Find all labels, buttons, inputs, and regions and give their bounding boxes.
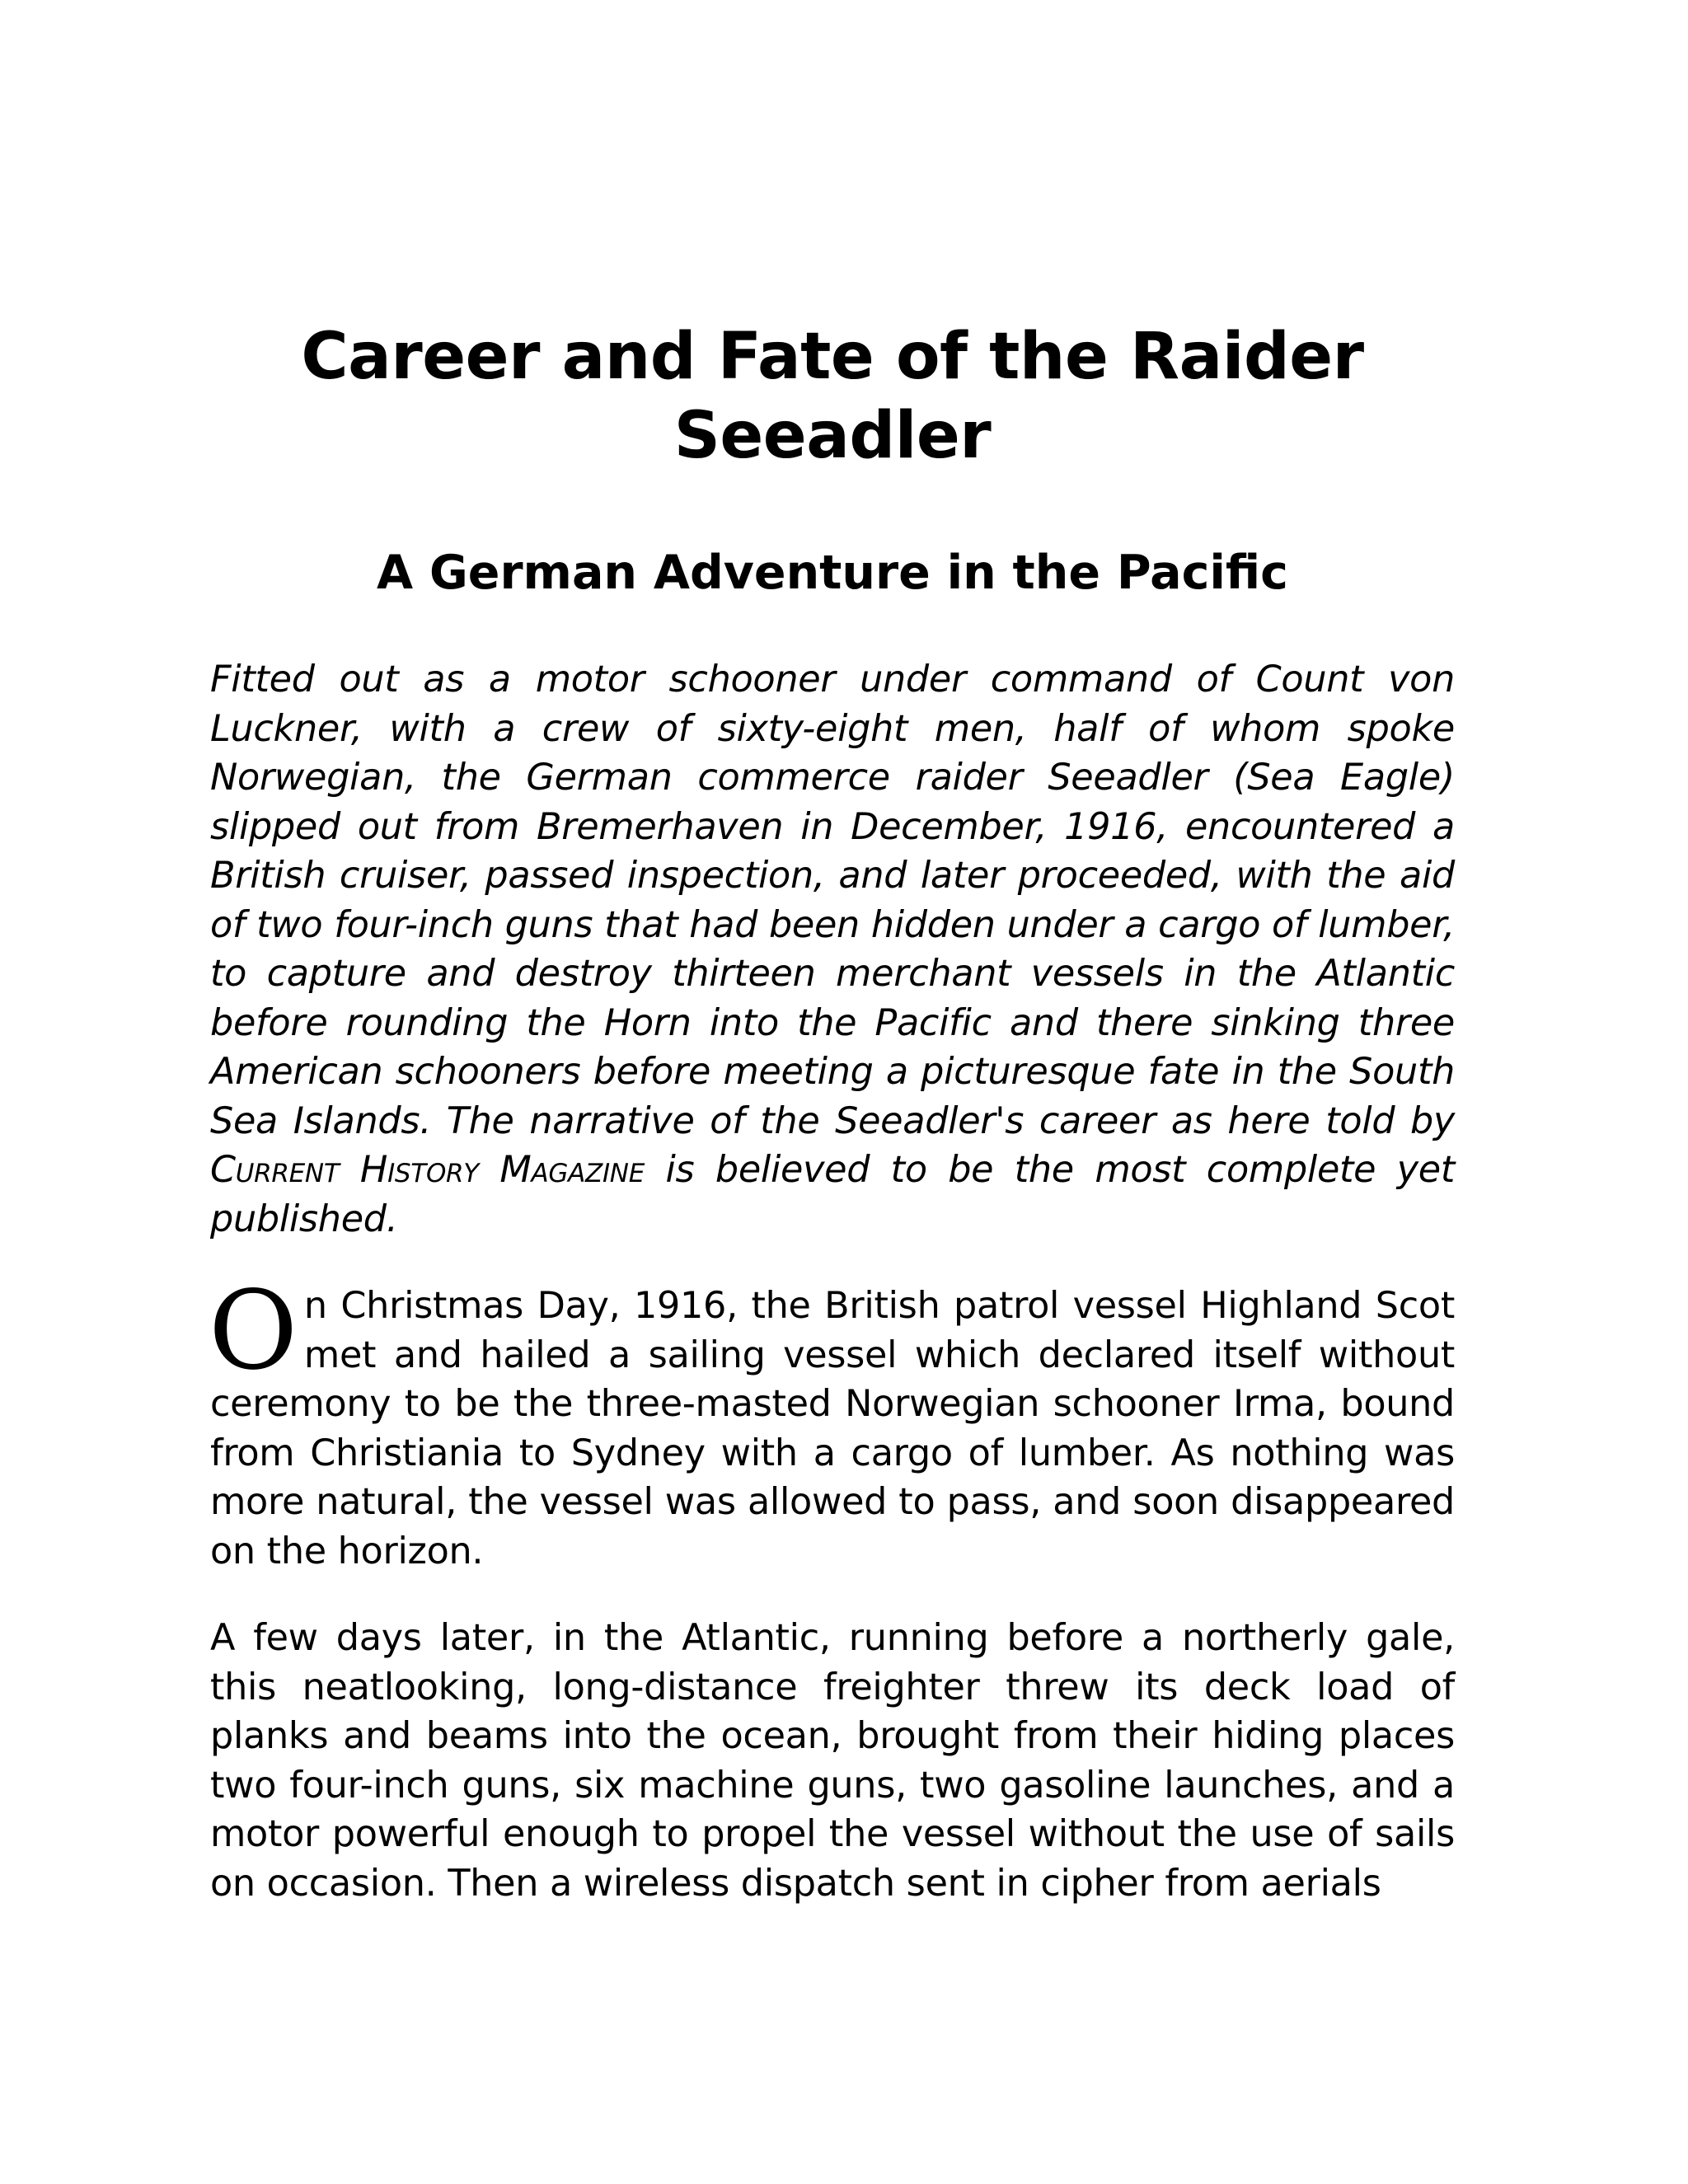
publication-name: Current History Magazine	[210, 1149, 645, 1191]
paragraph-2-text: A few days later, in the Atlantic, running before a northerly gale, this neatlooking, long-distance freighter threw its deck load of planks and beams into the ocean, brought from their hiding places two four-inch guns, six machine guns, two gasoline launches, and a motor powerful enough to propel the vessel without the use of sails on occasion. Then a wireless dispatch sent in cipher from aerials	[210, 1617, 1455, 1905]
drop-cap: O	[209, 1268, 298, 1394]
paragraph-1-text: n Christmas Day, 1916, the British patrol vessel Highland Scot met and hailed a sailing vessel which declared itself without ceremony to be the three-masted Norwegian schooner Irma, bound from Christiania to Sydney with a cargo of lumber. As nothing was more natural, the vessel was allowed to pass, and soon disappeared on the horizon.	[210, 1285, 1455, 1572]
page-subtitle: A German Adventure in the Pacific	[377, 546, 1288, 600]
body-paragraph-1	[209, 1268, 1455, 1576]
intro-paragraph	[210, 655, 1455, 1244]
intro-text-start: Fitted out as a motor schooner under command of Count von Luckner, with a crew of sixty-eight men, half of whom spoke Norwegian, the German commerce raider Seeadler (Sea Eagle) slipped out from Bremerhaven in December, 1916, encountered a British cruiser, passed inspection, and later proceeded, with the aid of two four-inch guns that had been hidden under a cargo of lumber, to capture and destroy thirteen merchant vessels in the Atlantic before rounding the Horn into the Pacific and there sinking three American schooners before meeting a picturesque fate in the South Sea Islands. The narrative of the Seeadler's career as here told by	[210, 658, 1455, 1142]
body-paragraph-2	[210, 1614, 1455, 1908]
page-title: Career and Fate of the Raider Seeadler	[301, 320, 1364, 473]
intro-text-end: is believed to be the most complete yet published.	[210, 1149, 1456, 1240]
